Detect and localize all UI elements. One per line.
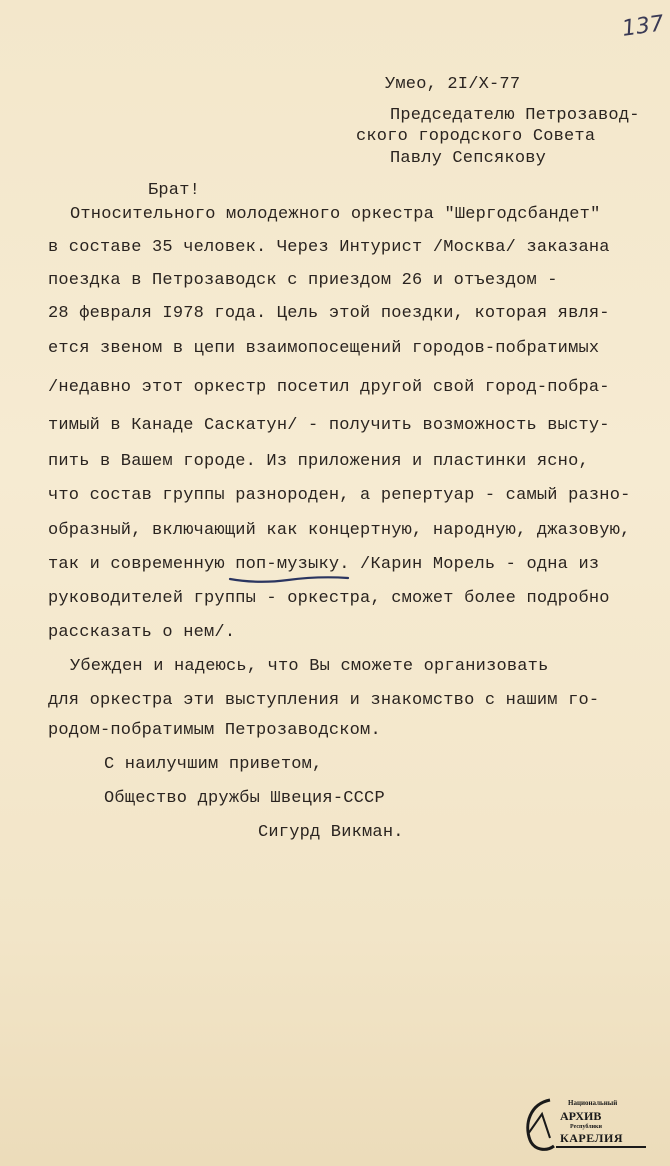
folio-number: 137	[620, 11, 666, 42]
p1-line-10: образный, включающий как концертную, народную, джазовую,	[48, 521, 631, 540]
logo-line-4: КАРЕЛИЯ	[560, 1131, 623, 1145]
p1-line-11: так и современную поп-музыку. /Карин Морель - одна из	[48, 555, 600, 574]
recipient-line-3: Павлу Сепсякову	[390, 149, 547, 168]
p1-line-9: что состав группы разнороден, а репертуар - самый разно-	[48, 486, 631, 505]
p1-line-7: тимый в Канаде Саскатун/ - получить возможность высту-	[48, 416, 610, 435]
p2-line-3: родом-побратимым Петрозаводском.	[48, 721, 381, 740]
p1-line-1: Относительного молодежного оркестра "Шергодсбандет"	[70, 205, 601, 224]
p1-line-5: ется звеном в цепи взаимопосещений городов-побратимых	[48, 339, 600, 358]
p2-line-2: для оркестра эти выступления и знакомство с нашим го-	[48, 691, 600, 710]
p1-line-2: в составе 35 человек. Через Интурист /Москва/ заказана	[48, 238, 610, 257]
closing-line-1: С наилучшим приветом,	[104, 755, 323, 774]
p2-line-1: Убежден и надеюсь, что Вы сможете организовать	[70, 657, 549, 676]
archive-logo	[520, 1094, 650, 1156]
recipient-line-1: Председателю Петрозавод-	[390, 106, 640, 125]
p1-line-3: поездка в Петрозаводск с приездом 26 и отъездом -	[48, 271, 558, 290]
signature: Сигурд Викман.	[258, 823, 404, 842]
p1-line-8: пить в Вашем городе. Из приложения и пластинки ясно,	[48, 452, 589, 471]
p1-line-12: руководителей группы - оркестра, сможет более подробно	[48, 589, 610, 608]
p1-line-6: /недавно этот оркестр посетил другой свой город-побра-	[48, 378, 610, 397]
logo-line-1: Национальный	[568, 1099, 618, 1107]
archive-emblem-icon	[520, 1094, 560, 1154]
handwritten-underline	[228, 570, 352, 586]
place-date: Умео, 2I/X-77	[385, 75, 521, 94]
closing-line-2: Общество дружбы Швеция-СССР	[104, 789, 385, 808]
p1-line-13: рассказать о нем/.	[48, 623, 236, 642]
logo-line-2: АРХИВ	[560, 1109, 602, 1123]
p1-line-4: 28 февраля I978 года. Цель этой поездки, которая явля-	[48, 304, 610, 323]
recipient-line-2: ского городского Совета	[356, 127, 596, 146]
salutation: Брат!	[148, 181, 201, 200]
logo-line-3: Республики	[570, 1124, 602, 1130]
logo-rule	[556, 1146, 646, 1148]
